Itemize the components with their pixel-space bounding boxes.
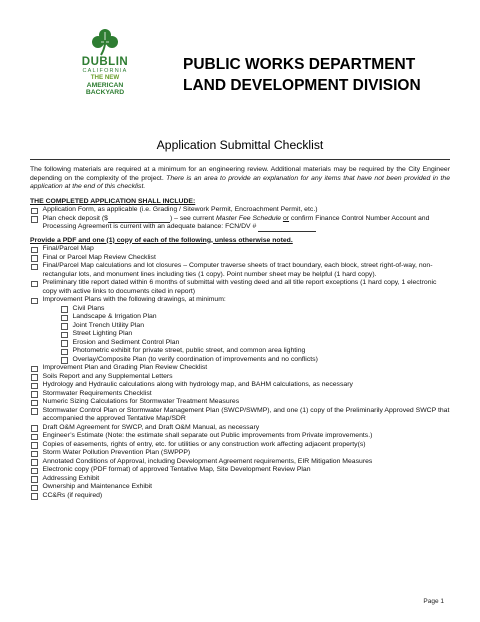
checklist-title: Application Submittal Checklist bbox=[156, 138, 324, 152]
logo-tag-3: BACKYARD bbox=[85, 89, 125, 97]
item-text: CC&Rs (if required) bbox=[42, 491, 103, 499]
checklist-body bbox=[30, 166, 450, 500]
checklist-item bbox=[30, 215, 450, 232]
checkbox[interactable] bbox=[31, 459, 38, 466]
checkbox[interactable] bbox=[31, 468, 38, 475]
item-text: Engineer’s Estimate (Note: the estimate shall separate out Public improvements from Private improvements.) bbox=[42, 432, 373, 439]
checkbox[interactable] bbox=[31, 493, 38, 500]
item-text bbox=[43, 215, 451, 232]
dublin-logo bbox=[75, 28, 135, 97]
item-text: Erosion and Sediment Control Plan bbox=[72, 338, 180, 346]
checklist-item bbox=[30, 364, 450, 373]
deposit-text-start: Plan check deposit ($ bbox=[42, 214, 108, 222]
logo-tag-2: AMERICAN bbox=[86, 81, 124, 89]
item-text: Photometric exhibit for private street, public street, and common area lighting bbox=[72, 347, 306, 354]
checklist-subitem bbox=[30, 322, 450, 331]
document-header bbox=[0, 0, 480, 150]
checkbox[interactable] bbox=[31, 383, 38, 390]
checklist-subitem bbox=[30, 347, 450, 356]
improvement-plan-subitems bbox=[30, 305, 450, 365]
checklist-subitem bbox=[30, 339, 450, 348]
item-text: Stormwater Control Plan or Stormwater Management Plan (SWCP/SWMP), and one (1) copy of the Preliminarily Approved SWCP that accompanied the approved Tentative Map/SDR bbox=[42, 406, 450, 422]
item-text: Numeric Sizing Calculations for Stormwater Treatment Measures bbox=[42, 398, 240, 405]
shamrock-icon bbox=[90, 28, 120, 56]
checkbox[interactable] bbox=[31, 255, 38, 262]
item-text: Soils Report and any Supplemental Letters bbox=[42, 372, 173, 380]
item-text: Copies of easements, rights of entry, etc. for utilities or any construction work affecting adjacent property(s) bbox=[42, 440, 366, 448]
checkbox[interactable] bbox=[31, 425, 38, 432]
division-name: LAND DEVELOPMENT DIVISION bbox=[183, 77, 421, 94]
checkbox[interactable] bbox=[61, 332, 68, 339]
item-text: Draft O&M Agreement for SWCP, and Draft O&M Manual, as necessary bbox=[42, 423, 260, 431]
checklist-item bbox=[30, 254, 450, 263]
checklist-item bbox=[30, 424, 450, 433]
item-text: Civil Plans bbox=[72, 304, 105, 312]
checklist-item bbox=[30, 407, 450, 424]
checklist-item bbox=[30, 398, 450, 407]
checkbox[interactable] bbox=[61, 323, 68, 330]
checklist-item bbox=[30, 492, 450, 501]
logo-city: DUBLIN bbox=[81, 56, 129, 68]
items-list bbox=[30, 245, 450, 305]
checklist-item bbox=[30, 262, 450, 279]
checklist-item bbox=[30, 206, 450, 215]
checkbox[interactable] bbox=[31, 485, 38, 492]
logo-state: CALIFORNIA bbox=[82, 68, 128, 74]
logo-tag-1: THE NEW bbox=[90, 74, 120, 81]
checkbox[interactable] bbox=[31, 264, 38, 271]
checklist-subitem bbox=[30, 313, 450, 322]
fee-schedule-ref: Master Fee Schedule bbox=[215, 214, 282, 222]
checkbox[interactable] bbox=[31, 476, 38, 483]
checkbox[interactable] bbox=[31, 451, 38, 458]
checklist-item bbox=[30, 441, 450, 450]
item-text: Addressing Exhibit bbox=[42, 474, 100, 482]
checkbox[interactable] bbox=[31, 408, 38, 415]
checkbox[interactable] bbox=[61, 306, 68, 313]
item-text: Hydrology and Hydraulic calculations along with hydrology map, and BAHM calculations, as necessary bbox=[42, 381, 353, 388]
checklist-item bbox=[30, 458, 450, 467]
checkbox[interactable] bbox=[31, 391, 38, 398]
section-title-copies: Provide a PDF and one (1) copy of each of the following, unless otherwise noted. bbox=[30, 236, 293, 244]
checkbox[interactable] bbox=[31, 281, 38, 288]
checklist-item bbox=[30, 296, 450, 305]
checklist-item bbox=[30, 449, 450, 458]
checkbox[interactable] bbox=[31, 366, 38, 373]
checkbox[interactable] bbox=[31, 208, 38, 215]
item-text: Improvement Plans with the following drawings, at minimum: bbox=[42, 296, 226, 303]
intro-note: There is an area to provide an explanation for any items that have not been provided in the application at the end of this checklist. bbox=[30, 174, 450, 190]
checkbox[interactable] bbox=[61, 357, 68, 364]
fcn-number-blank[interactable] bbox=[258, 225, 316, 232]
item-text: Final/Parcel Map calculations and lot closures – Computer traverse sheets of tract boundary, each block, street right-of-way, non-rectangular lots, and monument lines including ties (1 copy). Point number sheet may be helpful (1 hard copy). bbox=[42, 262, 433, 278]
item-text: Final/Parcel Map bbox=[42, 245, 94, 252]
checkbox[interactable] bbox=[31, 442, 38, 449]
item-text: Improvement Plan and Grading Plan Review Checklist bbox=[42, 364, 208, 371]
checklist-item bbox=[30, 483, 450, 492]
header-divider bbox=[30, 159, 450, 160]
or-word: or bbox=[282, 214, 290, 222]
section-title-application: THE COMPLETED APPLICATION SHALL INCLUDE: bbox=[30, 197, 196, 205]
item-text: Street Lighting Plan bbox=[72, 330, 133, 337]
checklist-item bbox=[30, 381, 450, 390]
item-text: Application Form, as applicable (i.e. Grading / Sitework Permit, Encroachment Permit, etc.) bbox=[42, 206, 318, 213]
checkbox[interactable] bbox=[61, 349, 68, 356]
checklist-item bbox=[30, 466, 450, 475]
checklist-item bbox=[30, 432, 450, 441]
department-name: PUBLIC WORKS DEPARTMENT bbox=[183, 56, 416, 73]
checklist-subitem bbox=[30, 330, 450, 339]
intro-paragraph bbox=[30, 166, 450, 192]
checkbox[interactable] bbox=[31, 216, 38, 223]
item-text: Preliminary title report dated within 6 months of submittal with vesting deed and all title report exceptions (1 hard copy, 1 electronic copy with active links to documents cited in report) bbox=[42, 279, 437, 295]
item-text: Stormwater Requirements Checklist bbox=[42, 389, 152, 397]
checkbox[interactable] bbox=[61, 340, 68, 347]
item-text: Annotated Conditions of Approval, including Development Agreement requirements, EIR Mitigation Measures bbox=[42, 457, 373, 465]
checkbox[interactable] bbox=[31, 298, 38, 305]
department-title bbox=[183, 54, 421, 96]
checkbox[interactable] bbox=[31, 434, 38, 441]
item-text: Final or Parcel Map Review Checklist bbox=[42, 253, 156, 261]
item-text: Electronic copy (PDF format) of approved Tentative Map, Site Development Review Plan bbox=[42, 466, 311, 473]
checklist-item bbox=[30, 373, 450, 382]
item-text: Ownership and Maintenance Exhibit bbox=[42, 483, 153, 490]
intro-text: The following materials are required at a minimum for an engineering review. Additional materials may be required by the City Engineer depending on the complexity of the project. bbox=[30, 166, 450, 182]
item-text: Joint Trench Utility Plan bbox=[72, 321, 145, 329]
checklist-subitem bbox=[30, 356, 450, 365]
deposit-amount-blank[interactable] bbox=[108, 216, 170, 223]
deposit-text-mid: ) – see current bbox=[169, 214, 216, 222]
checkbox[interactable] bbox=[31, 247, 38, 254]
checkbox[interactable] bbox=[31, 374, 38, 381]
checklist-subitem bbox=[30, 305, 450, 314]
checklist-item bbox=[30, 475, 450, 484]
checkbox[interactable] bbox=[31, 400, 38, 407]
item-text: Landscape & Irrigation Plan bbox=[72, 313, 157, 320]
checklist-item bbox=[30, 390, 450, 399]
page-number: Page 1 bbox=[423, 598, 444, 605]
item-text: Storm Water Pollution Prevention Plan (SWPPP) bbox=[42, 449, 191, 456]
deposit-text-end: confirm Finance Control Number Account and Processing Agreement is current with an adequate balance: FCN/DV # bbox=[42, 214, 430, 230]
checklist-item bbox=[30, 245, 450, 254]
checkbox[interactable] bbox=[61, 315, 68, 322]
checklist-item bbox=[30, 279, 450, 296]
items-list-continued bbox=[30, 364, 450, 500]
item-text: Overlay/Composite Plan (to verify coordination of improvements and no conflicts) bbox=[72, 355, 318, 363]
